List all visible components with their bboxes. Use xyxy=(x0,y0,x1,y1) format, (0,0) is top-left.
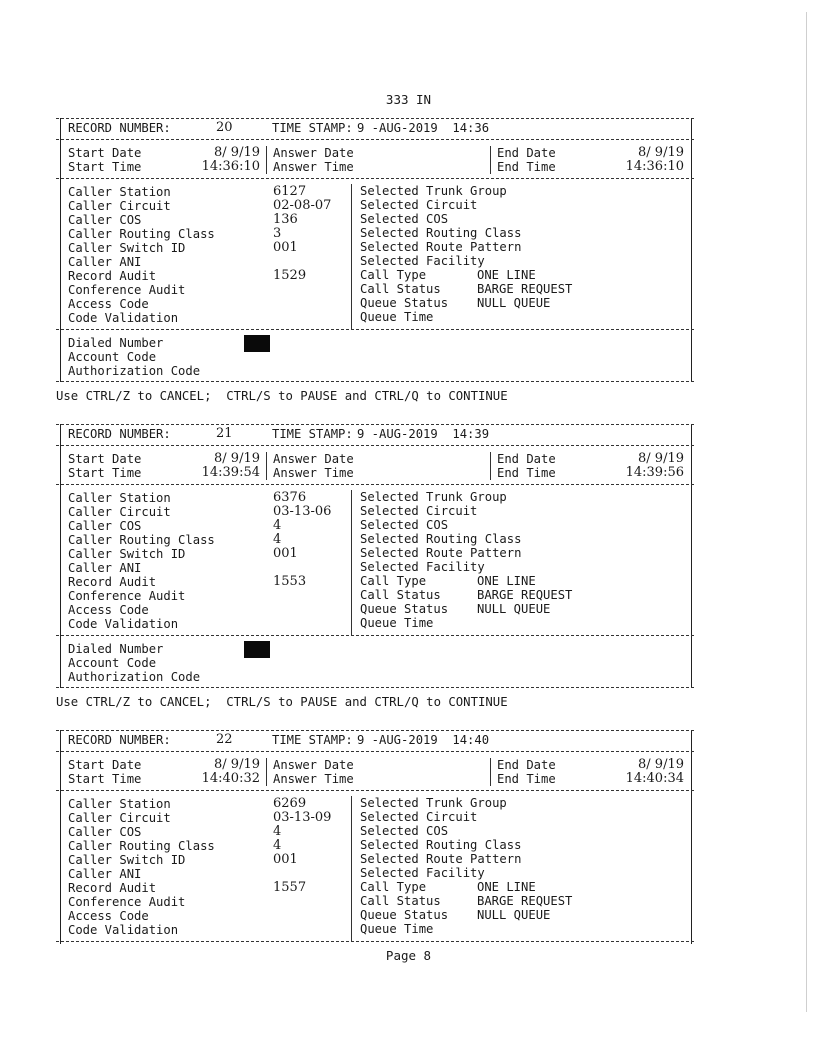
caller-station-label: Caller Station xyxy=(68,185,171,199)
separator xyxy=(351,796,352,942)
call-status-label: Call Status xyxy=(360,588,441,602)
time-stamp-label: TIME STAMP: xyxy=(272,121,353,135)
caller-ani-label: Caller ANI xyxy=(68,561,142,575)
end-date-value: 8/ 9/19 xyxy=(638,451,684,466)
start-date-value: 8/ 9/19 xyxy=(214,451,260,466)
queue-status-value: NULL QUEUE xyxy=(477,908,551,922)
caller-circuit-label: Caller Circuit xyxy=(68,505,171,519)
dialed-number-label: Dialed Number xyxy=(68,336,164,350)
separator xyxy=(490,146,491,174)
conference-audit-label: Conference Audit xyxy=(68,283,186,297)
divider xyxy=(56,484,694,485)
selected-routing-class-label: Selected Routing Class xyxy=(360,226,522,240)
end-time-label: End Time xyxy=(497,466,556,480)
caller-circuit-label: Caller Circuit xyxy=(68,199,171,213)
answer-date-label: Answer Date xyxy=(273,146,354,160)
caller-switch-id-value: 001 xyxy=(273,852,298,867)
record-audit-value: 1529 xyxy=(273,268,307,283)
page-number: Page 8 xyxy=(385,948,432,963)
record-audit-value: 1553 xyxy=(273,574,307,589)
call-type-label: Call Type xyxy=(360,574,427,588)
divider xyxy=(56,730,694,731)
selected-trunk-group-label: Selected Trunk Group xyxy=(360,796,507,810)
start-date-label: Start Date xyxy=(68,452,142,466)
access-code-label: Access Code xyxy=(68,909,149,923)
queue-status-value: NULL QUEUE xyxy=(477,602,551,616)
record-number-value: 20 xyxy=(216,120,233,135)
report-header: 333 IN xyxy=(385,92,432,107)
control-instructions: Use CTRL/Z to CANCEL; CTRL/S to PAUSE and CTRL/Q to CONTINUE xyxy=(56,695,508,709)
caller-ani-label: Caller ANI xyxy=(68,255,142,269)
selected-cos-label: Selected COS xyxy=(360,824,449,838)
divider xyxy=(56,790,694,791)
start-date-value: 8/ 9/19 xyxy=(214,757,260,772)
selected-circuit-label: Selected Circuit xyxy=(360,198,478,212)
selected-trunk-group-label: Selected Trunk Group xyxy=(360,490,507,504)
start-time-label: Start Time xyxy=(68,772,142,786)
divider xyxy=(56,118,694,119)
time-stamp-label: TIME STAMP: xyxy=(272,733,353,747)
selected-routing-class-label: Selected Routing Class xyxy=(360,838,522,852)
selected-routing-class-label: Selected Routing Class xyxy=(360,532,522,546)
time-stamp-value: 9 -AUG-2019 14:39 xyxy=(357,427,490,441)
queue-status-label: Queue Status xyxy=(360,296,449,310)
account-code-label: Account Code xyxy=(68,656,157,670)
dialed-number-label: Dialed Number xyxy=(68,642,164,656)
selected-circuit-label: Selected Circuit xyxy=(360,810,478,824)
start-date-label: Start Date xyxy=(68,758,142,772)
caller-circuit-value: 03-13-09 xyxy=(273,810,332,825)
end-time-value: 14:39:56 xyxy=(625,465,684,480)
caller-cos-label: Caller COS xyxy=(68,213,142,227)
separator xyxy=(266,452,267,480)
selected-facility-label: Selected Facility xyxy=(360,254,485,268)
selected-circuit-label: Selected Circuit xyxy=(360,504,478,518)
end-date-label: End Date xyxy=(497,146,556,160)
separator xyxy=(490,758,491,786)
code-validation-label: Code Validation xyxy=(68,923,179,937)
caller-cos-value: 4 xyxy=(273,824,282,839)
answer-date-label: Answer Date xyxy=(273,758,354,772)
selected-cos-label: Selected COS xyxy=(360,212,449,226)
start-time-value: 14:40:32 xyxy=(201,771,260,786)
time-stamp-value: 9 -AUG-2019 14:40 xyxy=(357,733,490,747)
record-number-label: RECORD NUMBER: xyxy=(68,733,171,747)
divider xyxy=(56,178,694,179)
divider xyxy=(56,687,694,688)
end-date-label: End Date xyxy=(497,452,556,466)
selected-route-pattern-label: Selected Route Pattern xyxy=(360,240,522,254)
caller-station-value: 6127 xyxy=(273,184,307,199)
record-audit-value: 1557 xyxy=(273,880,307,895)
caller-station-label: Caller Station xyxy=(68,491,171,505)
record-number-value: 22 xyxy=(216,732,233,747)
end-date-label: End Date xyxy=(497,758,556,772)
start-time-label: Start Time xyxy=(68,160,142,174)
record-number-label: RECORD NUMBER: xyxy=(68,427,171,441)
selected-cos-label: Selected COS xyxy=(360,518,449,532)
caller-cos-value: 136 xyxy=(273,212,298,227)
caller-routing-class-value: 4 xyxy=(273,838,282,853)
control-instructions: Use CTRL/Z to CANCEL; CTRL/S to PAUSE and CTRL/Q to CONTINUE xyxy=(56,389,508,403)
code-validation-label: Code Validation xyxy=(68,311,179,325)
end-time-label: End Time xyxy=(497,160,556,174)
account-code-label: Account Code xyxy=(68,350,157,364)
access-code-label: Access Code xyxy=(68,297,149,311)
caller-station-label: Caller Station xyxy=(68,797,171,811)
end-time-value: 14:36:10 xyxy=(625,159,684,174)
divider xyxy=(56,941,694,942)
start-time-value: 14:39:54 xyxy=(201,465,260,480)
divider xyxy=(56,751,694,752)
end-time-label: End Time xyxy=(497,772,556,786)
call-status-label: Call Status xyxy=(360,282,441,296)
call-status-value: BARGE REQUEST xyxy=(477,282,573,296)
divider xyxy=(56,424,694,425)
queue-time-label: Queue Time xyxy=(360,922,434,936)
caller-switch-id-label: Caller Switch ID xyxy=(68,853,186,867)
start-date-label: Start Date xyxy=(68,146,142,160)
access-code-label: Access Code xyxy=(68,603,149,617)
caller-switch-id-value: 001 xyxy=(273,240,298,255)
caller-cos-label: Caller COS xyxy=(68,825,142,839)
caller-switch-id-value: 001 xyxy=(273,546,298,561)
queue-status-label: Queue Status xyxy=(360,602,449,616)
selected-trunk-group-label: Selected Trunk Group xyxy=(360,184,507,198)
record-audit-label: Record Audit xyxy=(68,269,157,283)
caller-routing-class-value: 4 xyxy=(273,532,282,547)
call-status-value: BARGE REQUEST xyxy=(477,894,573,908)
divider xyxy=(56,635,694,636)
record-number-value: 21 xyxy=(216,426,233,441)
caller-cos-value: 4 xyxy=(273,518,282,533)
record-audit-label: Record Audit xyxy=(68,575,157,589)
conference-audit-label: Conference Audit xyxy=(68,589,186,603)
caller-station-value: 6269 xyxy=(273,796,307,811)
selected-facility-label: Selected Facility xyxy=(360,560,485,574)
time-stamp-label: TIME STAMP: xyxy=(272,427,353,441)
call-type-value: ONE LINE xyxy=(477,574,536,588)
start-time-value: 14:36:10 xyxy=(201,159,260,174)
conference-audit-label: Conference Audit xyxy=(68,895,186,909)
call-type-label: Call Type xyxy=(360,268,427,282)
start-date-value: 8/ 9/19 xyxy=(214,145,260,160)
page-edge-rule xyxy=(806,12,807,1012)
call-type-value: ONE LINE xyxy=(477,268,536,282)
redacted-dialed-number xyxy=(244,641,270,658)
caller-circuit-label: Caller Circuit xyxy=(68,811,171,825)
divider xyxy=(56,445,694,446)
start-time-label: Start Time xyxy=(68,466,142,480)
queue-status-value: NULL QUEUE xyxy=(477,296,551,310)
authorization-code-label: Authorization Code xyxy=(68,364,201,378)
caller-circuit-value: 03-13-06 xyxy=(273,504,332,519)
time-stamp-value: 9 -AUG-2019 14:36 xyxy=(357,121,490,135)
queue-time-label: Queue Time xyxy=(360,616,434,630)
caller-ani-label: Caller ANI xyxy=(68,867,142,881)
call-status-value: BARGE REQUEST xyxy=(477,588,573,602)
code-validation-label: Code Validation xyxy=(68,617,179,631)
caller-station-value: 6376 xyxy=(273,490,307,505)
record-audit-label: Record Audit xyxy=(68,881,157,895)
queue-time-label: Queue Time xyxy=(360,310,434,324)
answer-date-label: Answer Date xyxy=(273,452,354,466)
answer-time-label: Answer Time xyxy=(273,160,354,174)
caller-switch-id-label: Caller Switch ID xyxy=(68,241,186,255)
separator xyxy=(266,146,267,174)
answer-time-label: Answer Time xyxy=(273,466,354,480)
end-date-value: 8/ 9/19 xyxy=(638,757,684,772)
queue-status-label: Queue Status xyxy=(360,908,449,922)
caller-routing-class-label: Caller Routing Class xyxy=(68,227,215,241)
end-time-value: 14:40:34 xyxy=(625,771,684,786)
selected-facility-label: Selected Facility xyxy=(360,866,485,880)
separator xyxy=(490,452,491,480)
caller-routing-class-value: 3 xyxy=(273,226,282,241)
call-type-label: Call Type xyxy=(360,880,427,894)
separator xyxy=(351,490,352,636)
caller-routing-class-label: Caller Routing Class xyxy=(68,533,215,547)
divider xyxy=(56,381,694,382)
answer-time-label: Answer Time xyxy=(273,772,354,786)
redacted-dialed-number xyxy=(244,335,270,352)
selected-route-pattern-label: Selected Route Pattern xyxy=(360,852,522,866)
caller-cos-label: Caller COS xyxy=(68,519,142,533)
call-type-value: ONE LINE xyxy=(477,880,536,894)
caller-switch-id-label: Caller Switch ID xyxy=(68,547,186,561)
separator xyxy=(266,758,267,786)
selected-route-pattern-label: Selected Route Pattern xyxy=(360,546,522,560)
caller-routing-class-label: Caller Routing Class xyxy=(68,839,215,853)
record-number-label: RECORD NUMBER: xyxy=(68,121,171,135)
divider xyxy=(56,329,694,330)
call-status-label: Call Status xyxy=(360,894,441,908)
authorization-code-label: Authorization Code xyxy=(68,670,201,684)
separator xyxy=(351,184,352,330)
divider xyxy=(56,139,694,140)
end-date-value: 8/ 9/19 xyxy=(638,145,684,160)
caller-circuit-value: 02-08-07 xyxy=(273,198,332,213)
